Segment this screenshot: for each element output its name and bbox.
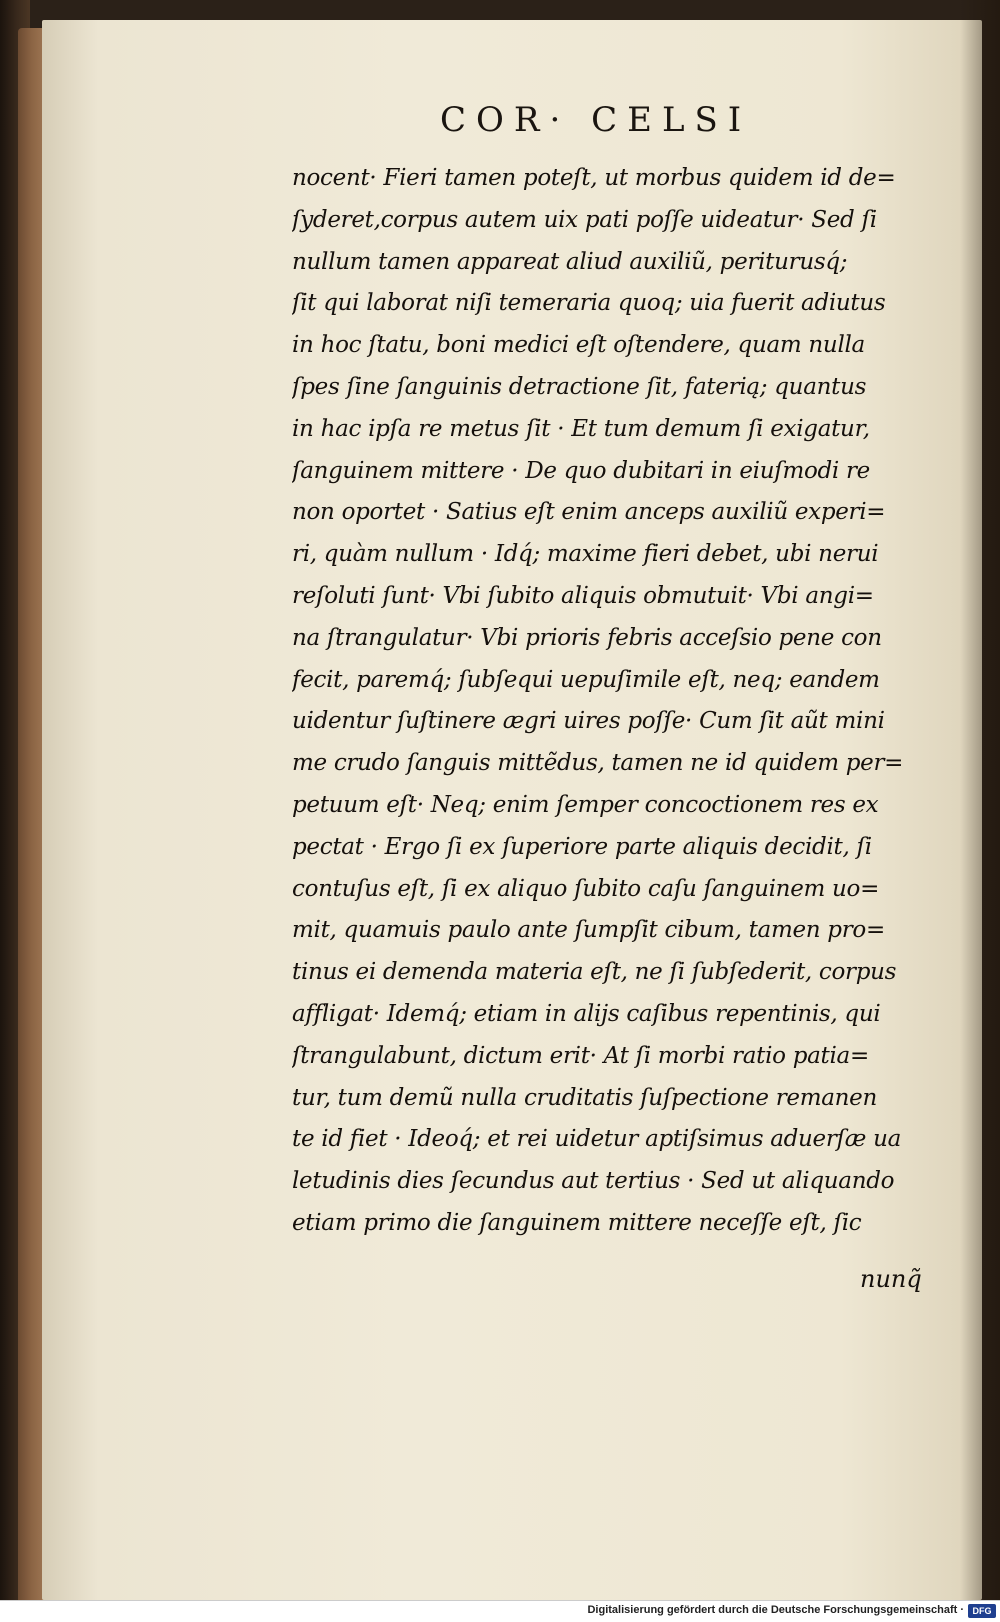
text-line: nullum tamen appareat aliud auxiliũ, periturusq́;	[292, 248, 848, 275]
text-line: na ſtrangulatur· Vbi prioris febris acceſsio pene con	[292, 624, 882, 651]
text-line: reſoluti ſunt· Vbi ſubito aliquis obmutuit· Vbi angi=	[292, 582, 874, 609]
text-line: nocent· Fieri tamen poteſt, ut morbus quidem id de=	[292, 165, 896, 191]
text-line: contuſus eſt, ſi ex aliquo ſubito caſu ſanguinem uo=	[292, 875, 880, 902]
text-line: petuum eſt· Neq; enim ſemper concoctionem res ex	[292, 791, 879, 818]
text-line: ſit qui laborat niſi temeraria quoq; uia fuerit adiutus	[292, 290, 886, 317]
text-line: fecit, paremq́; ſubſequi uериſimile eſt, neq; eandem	[292, 666, 880, 693]
text-line: etiam primo die ſanguinem mittere neceſſe eſt, ſic	[292, 1209, 862, 1236]
text-line: letudinis dies ſecundus aut tertius · Sed ut aliquando	[292, 1168, 895, 1195]
footer-bar	[0, 1600, 1000, 1622]
running-head: COR· CELSI	[440, 100, 752, 140]
text-line: in hoc ſtatu, boni medici eſt oſtendere, quam nulla	[292, 332, 865, 359]
text-line: affligat· Idemq́; etiam in alijs caſibus repentinis, qui	[292, 1000, 881, 1027]
text-line: tur, tum demũ nulla cruditatis ſuſpectione remanen	[292, 1084, 877, 1111]
text-line: in hac ipſa re metus ſit · Et tum demum ſi exigatur,	[292, 415, 870, 442]
text-line: tinus ei demenda materia eſt, ne ſi ſubſederit, corpus	[292, 959, 897, 986]
text-line: pectat · Ergo ſi ex ſuperiore parte aliquis decidit, ſi	[292, 833, 872, 860]
text-line: te id fiet · Ideoq́; et rei uidetur aptiſsimus aduerſæ ua	[292, 1126, 902, 1153]
text-line: me crudo ſanguis mittẽdus, tamen ne id quidem per=	[292, 750, 904, 777]
gutter-shadow	[960, 0, 1000, 1600]
text-line: ſanguinem mittere · De quo dubitari in eiuſmodi re	[292, 457, 870, 484]
dfg-logo-icon: DFG	[968, 1604, 996, 1618]
funding-credit: Digitalisierung gefördert durch die Deutsche Forschungsgemeinschaft ·	[587, 1604, 964, 1616]
text-line: mit, quamuis paulo ante ſumpſit cibum, tamen pro=	[292, 917, 885, 944]
catchword: nunq̃	[860, 1265, 922, 1293]
text-line: non oportet · Satius eſt enim anceps auxiliũ experi=	[292, 499, 886, 526]
text-line: ſtrangulabunt, dictum erit· At ſi morbi ratio patia=	[292, 1042, 869, 1069]
text-line: ſpes ſine ſanguinis detractione ſit, faterią; quantus	[292, 373, 867, 400]
text-line: uidentur ſuſtinere ægri uires poſſe· Cum ſit aũt mini	[292, 708, 885, 735]
text-line: ſyderet,corpus autem uix pati poſſe uideatur· Sed ſi	[292, 206, 877, 233]
body-text	[292, 158, 932, 1245]
text-line: ri, quàm nullum · Idq́; maxime fieri debet, ubi nerui	[292, 541, 879, 568]
